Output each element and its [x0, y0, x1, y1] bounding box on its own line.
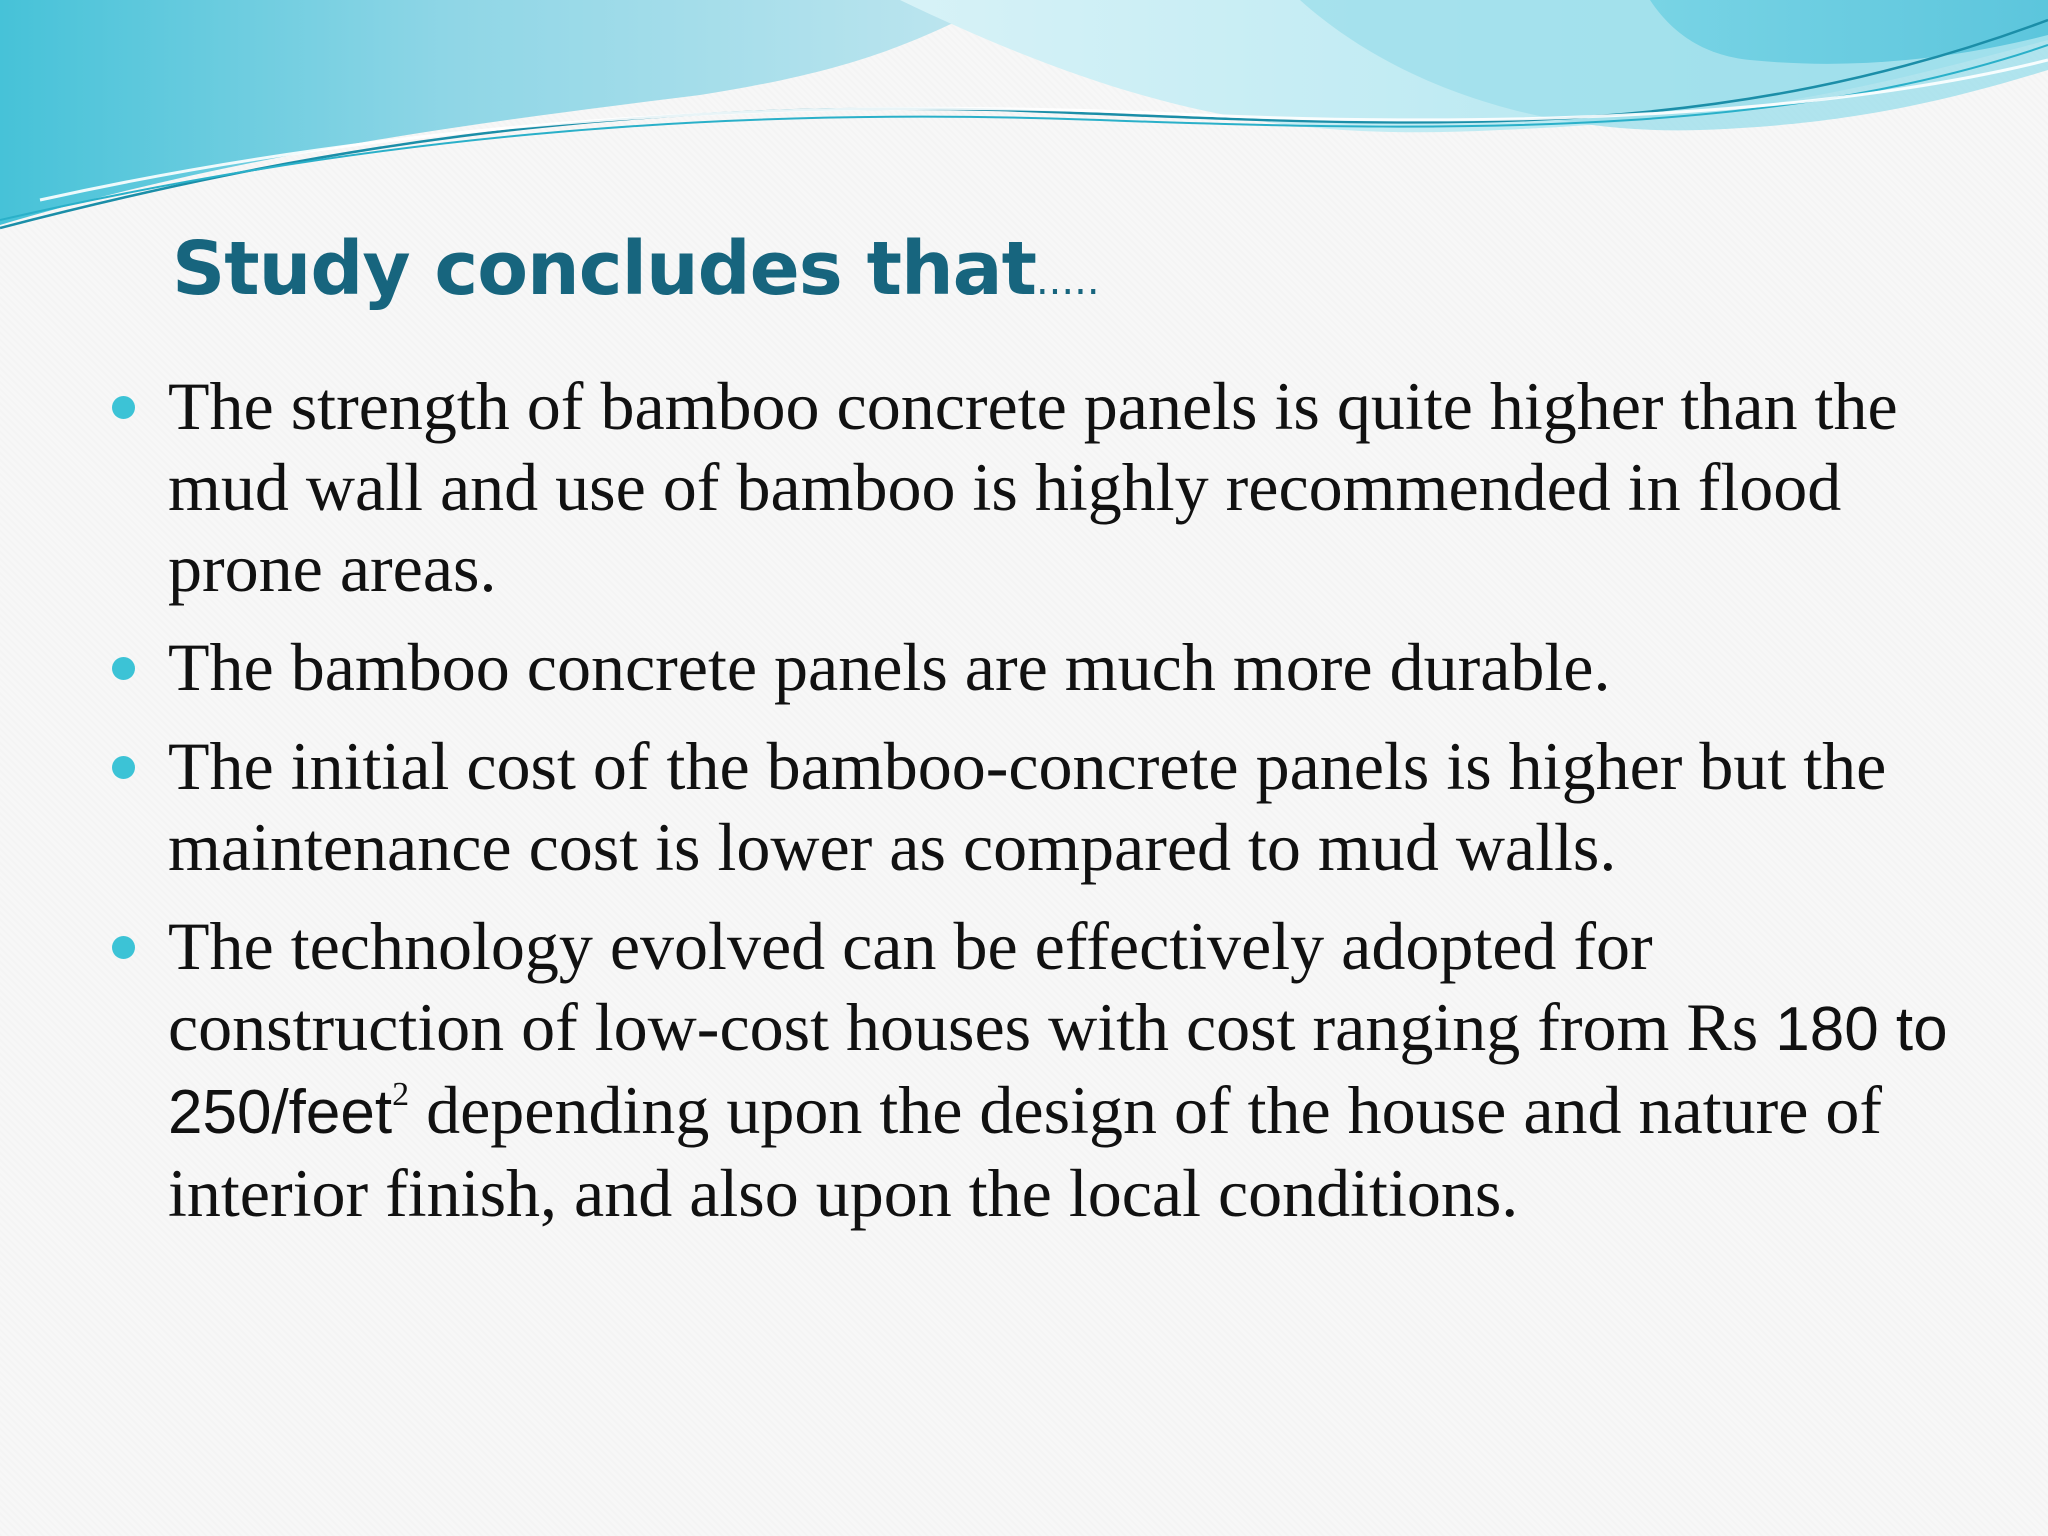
bullet-text: The strength of bamboo concrete panels is quite higher than the mud wall and use of bamboo is highly recommended in flood prone areas. — [168, 368, 1898, 606]
cost-range: 180 to 250/feet — [168, 995, 1948, 1147]
bullet-text-part2: depending upon the design of the house and nature of interior finish, and also upon the local conditions. — [168, 1072, 1883, 1231]
bullet-text: The initial cost of the bamboo-concrete panels is higher but the maintenance cost is lower as compared to mud walls. — [168, 728, 1887, 885]
bullet-dot-icon — [112, 657, 135, 680]
header-waves — [0, 0, 2048, 240]
slide-title-text: Study concludes that — [172, 226, 1036, 312]
superscript-two: 2 — [392, 1076, 410, 1113]
slide-title-dots: ..... — [1035, 258, 1100, 304]
bullet-item — [168, 726, 1988, 888]
bullet-item — [168, 906, 1988, 1234]
bullet-dot-icon — [112, 756, 135, 779]
bullet-item — [168, 366, 1988, 609]
slide-title — [172, 226, 1100, 312]
bullet-text-part1: The technology evolved can be effectively adopted for construction of low-cost houses with cost ranging from Rs — [168, 908, 1759, 1065]
bullet-text: The bamboo concrete panels are much more durable. — [168, 629, 1611, 705]
bullet-item — [168, 627, 1988, 708]
bullet-dot-icon — [112, 396, 135, 419]
bullet-list — [168, 366, 1988, 1252]
bullet-dot-icon — [112, 936, 135, 959]
